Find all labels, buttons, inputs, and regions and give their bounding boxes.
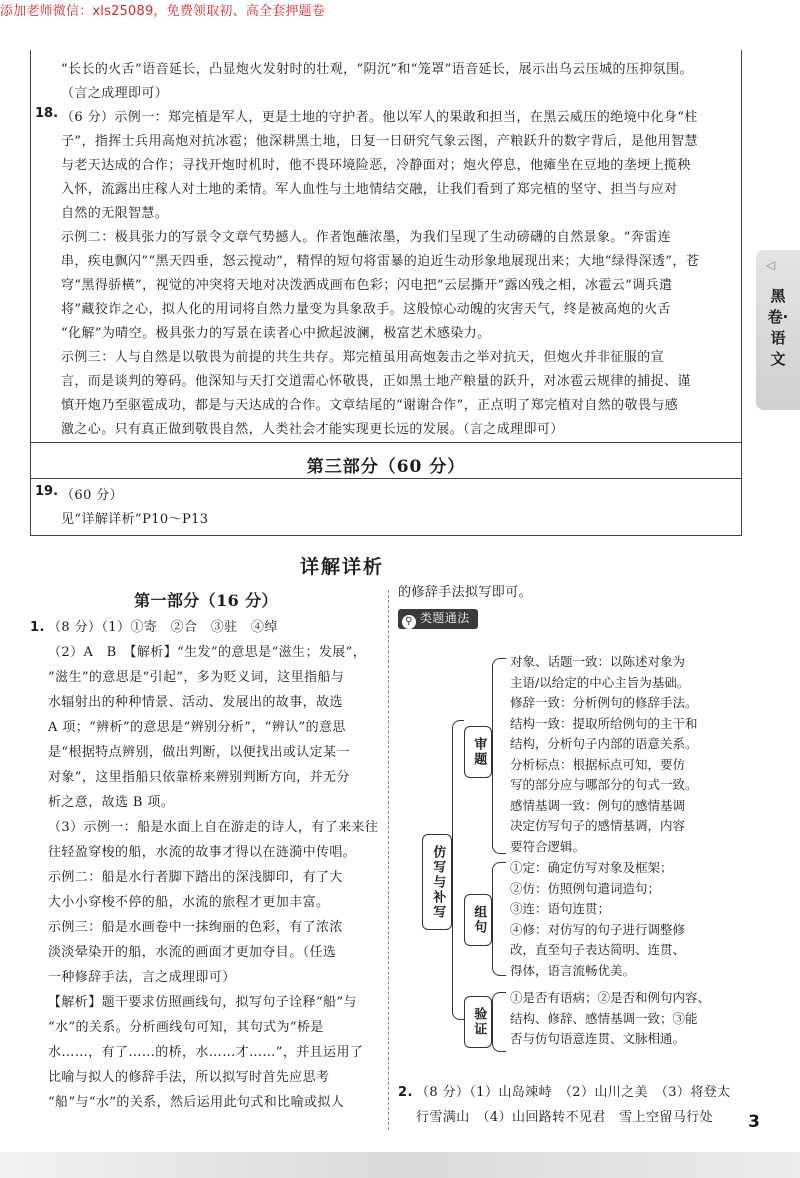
part3-title: 第三部分（60 分） bbox=[306, 457, 466, 477]
text-line: 结构一致：提取所给例句的主干和 bbox=[510, 715, 698, 731]
text-line: 水辐射出的种种情景、活动、发展出的故事，故选 bbox=[48, 695, 343, 710]
mindmap-bracket bbox=[492, 992, 506, 1052]
q1-continued: 的修辞手法拟写即可。 bbox=[398, 585, 533, 600]
text-line: 淡淡晕染开的船，水流的画面才更加夺目。（任选 bbox=[48, 945, 337, 960]
mindmap-bracket bbox=[492, 658, 506, 854]
text-line: 水……，有了……的桥，水……才……”，并且运用了 bbox=[48, 1045, 364, 1060]
section-divider bbox=[31, 478, 741, 479]
method-badge-label: 类题通法 bbox=[420, 611, 470, 625]
text-line: 决定仿写句子的感情基调，内容 bbox=[510, 818, 686, 833]
q1-answer bbox=[30, 615, 382, 1115]
q19-answer bbox=[61, 484, 733, 532]
mindmap-bracket bbox=[452, 720, 464, 1020]
q17-tail bbox=[61, 58, 733, 106]
section-divider bbox=[31, 442, 741, 443]
text-line: 穹“黑得骄横”，视觉的冲突将天地对决泼洒成画布色彩；闪电把“云层撕开”露凶残之相，冰雹云“调兵遣 bbox=[61, 278, 673, 293]
mindmap-shenti-points bbox=[510, 652, 755, 857]
text-line: 否与仿句语意连贯、文脉相通。 bbox=[510, 1031, 686, 1046]
text-line: 见“详解详析”P10～P13 bbox=[61, 512, 209, 527]
text-line: 比喻与拟人的修辞手法，所以拟写时首先应思考 bbox=[48, 1070, 330, 1085]
text-line: 示例三：船是水画卷中一抹绚丽的色彩，有了浓浓 bbox=[48, 920, 343, 935]
text-line: “滋生”的意思是“引起”，多为贬义词，这里指船与 bbox=[48, 670, 345, 685]
part1-title: 第一部分（16 分） bbox=[134, 591, 278, 610]
text-line: 言，而是谈判的筹码。他深知与天打交道需心怀敬畏，正如黑土地产粮量的跃升，对冰雹云规律的捕捉、谨 bbox=[61, 374, 691, 389]
text-line: 往轻盈穿梭的船，水流的故事才得以在涟漪中传唱。 bbox=[48, 845, 357, 860]
bottom-band bbox=[0, 1152, 800, 1178]
text-line: 写的部分应与哪部分的句式一致。 bbox=[510, 777, 698, 792]
chevron-left-icon: ◁ bbox=[766, 258, 776, 272]
text-line: ③连：语句连贯； bbox=[510, 901, 611, 916]
text-line: 示例二：极具张力的写景令文章气势撼人。作者饱蘸浓墨，为我们呈现了生动磅礴的自然景象。“奔雷连 bbox=[61, 230, 672, 245]
text-line: 是“根据特点辨别，做出判断，以便找出或认定某一 bbox=[48, 745, 350, 760]
key-icon: ⚲ bbox=[402, 615, 416, 629]
text-line: 要符合逻辑。 bbox=[510, 838, 586, 854]
text-line: （60 分） bbox=[61, 488, 124, 503]
text-line: （2）A B 【解析】“生发”的意思是“滋生；发展”， bbox=[48, 645, 367, 660]
text-line: 【解析】题干要求仿照画线句，拟写句子诠释“船”与 bbox=[48, 995, 357, 1010]
text-line: “船”与“水”的关系，然后运用此句式和比喻或拟人 bbox=[48, 1095, 345, 1110]
text-line: （8 分）（1）①寄 ②合 ③驻 ④绰 bbox=[48, 620, 278, 635]
text-line: 改，直至句子表达简明、连贯、 bbox=[510, 942, 686, 957]
text-line: 串，疾电飘闪”“黑天四垂，怒云搅动”，精悍的短句将雷暴的迫近生动形象地展现出来；大地“绿得深透”，苍 bbox=[61, 254, 700, 269]
text-line: 与老天达成的合作；寻找开炮时机时，他不畏环境险恶，冷静面对；炮火停息，他瘫坐在豆地的垄埂上揽秧 bbox=[61, 158, 691, 173]
text-line: （6 分）示例一：郑完植是军人，更是土地的守护者。他以军人的果敢和担当，在黑云威压的绝境中化身“柱 bbox=[61, 110, 698, 125]
text-line: ①是否有语病；②是否和例句内容、 bbox=[510, 990, 711, 1005]
text-line: （8 分）（1）山岛竦峙 （2）山川之美 （3）将登太 bbox=[416, 1085, 731, 1100]
text-line: （言之成理即可） bbox=[61, 86, 169, 101]
mindmap-branch-zuju: 组句 bbox=[464, 894, 492, 946]
text-line: 得体，语言流畅优美。 bbox=[510, 962, 636, 978]
page-title: 详解详析 bbox=[300, 556, 385, 578]
method-badge bbox=[398, 609, 478, 629]
text-line: ①定：确定仿写对象及框架； bbox=[510, 860, 673, 875]
q2-number: 2. bbox=[398, 1085, 413, 1100]
q19-number: 19. bbox=[35, 484, 59, 499]
mindmap-branch-shenti: 审题 bbox=[464, 726, 492, 778]
text-line: 子”，指挥士兵用高炮对抗冰雹；他深耕黑土地，日复一日研究气象云图，产粮跃升的数字背后，是他用智慧 bbox=[61, 134, 698, 149]
text-line: 激之心。只有真正做到敬畏自然，人类社会才能实现更长远的发展。（言之成理即可） bbox=[61, 422, 564, 437]
text-line: （3）示例一：船是水面上自在游走的诗人，有了来来往 bbox=[48, 820, 379, 835]
text-line: 入怀，流露出庄稼人对土地的柔情。军人血性与土地情结交融，让我们看到了郑完植的坚守、担当与应对 bbox=[61, 182, 678, 197]
mindmap-zuju-points bbox=[510, 858, 755, 981]
text-line: 将”藏狡诈之心，拟人化的用词将自然力量变为具象敌手。这般惊心动魄的灾害天气，终是被高炮的火舌 bbox=[61, 302, 672, 317]
q18-number: 18. bbox=[35, 106, 59, 121]
side-tab-label: 黑卷·语文 bbox=[767, 287, 789, 368]
text-line: “长长的火舌”语音延长，凸显炮火发射时的壮观，“阴沉”和“笼罩”语音延长，展示出乌云压城的压抑氛围。 bbox=[61, 62, 693, 77]
text-line: 结构、修辞、感情基调一致；③能 bbox=[510, 1010, 698, 1026]
text-line: 一种修辞手法，言之成理即可） bbox=[48, 970, 236, 985]
right-column bbox=[398, 580, 770, 631]
text-line: 示例三：人与自然是以敬畏为前提的共生共存。郑完植虽用高炮轰击之举对抗天，但炮火并非征服的宣 bbox=[61, 350, 665, 365]
q18-answer bbox=[61, 106, 733, 442]
q1-number: 1. bbox=[30, 620, 45, 635]
text-line: 主语/以给定的中心主旨为基础。 bbox=[510, 674, 690, 690]
text-line: “化解”为晴空。极具张力的写景在读者心中掀起波澜，极富艺术感染力。 bbox=[61, 326, 491, 341]
text-line: 修辞一致：分析例句的修辞手法。 bbox=[510, 695, 698, 710]
text-line: 示例二：船是水行者脚下踏出的深浅脚印，有了大 bbox=[48, 870, 343, 885]
mindmap-branch-yanzheng: 验证 bbox=[464, 996, 492, 1048]
mindmap bbox=[398, 648, 758, 1072]
text-line: 对象”，这里指船只依靠桥来辨别判断方向，并无分 bbox=[48, 770, 350, 785]
text-line: 感情基调一致：例句的感情基调 bbox=[510, 797, 686, 813]
left-column bbox=[30, 588, 382, 1115]
answer-box bbox=[30, 50, 742, 536]
side-tab[interactable] bbox=[756, 250, 800, 410]
mindmap-bracket bbox=[492, 862, 506, 976]
text-line: 分析标点：根据标点可知，要仿 bbox=[510, 756, 686, 772]
text-line: 慎开炮乃至驱雹成功，都是与天达成的合作。文章结尾的“谢谢合作”，正点明了郑完植对自然的敬畏与感 bbox=[61, 398, 679, 413]
header-note: 添加老师微信：xls25089，免费领取初、高全套押题卷 bbox=[0, 4, 326, 19]
text-line: “水”的关系。分析画线句可知，其句式为“桥是 bbox=[48, 1020, 324, 1035]
mindmap-root: 仿写与补写 bbox=[422, 834, 452, 930]
q2-item bbox=[398, 1080, 770, 1130]
text-line: 结构，分析句子内部的语意关系。 bbox=[510, 736, 698, 751]
text-line: 行雪满山 （4）山回路转不见君 雪上空留马行处 bbox=[416, 1110, 713, 1125]
text-line: 大小小穿梭不停的船，水流的旅程才更加丰富。 bbox=[48, 895, 330, 910]
text-line: A 项；“辨析”的意思是“辨别分析”，“辨认”的意思 bbox=[48, 720, 346, 735]
mindmap-yanzheng-points bbox=[510, 988, 755, 1050]
q2-answer bbox=[398, 1080, 770, 1130]
page-number: 3 bbox=[748, 1112, 760, 1132]
text-line: 对象、话题一致：以陈述对象为 bbox=[510, 654, 686, 669]
text-line: 自然的无限智慧。 bbox=[61, 206, 169, 221]
text-line: ②仿：仿照例句遣词造句； bbox=[510, 880, 661, 896]
text-line: 析之意，故选 B 项。 bbox=[48, 795, 175, 810]
text-line: ④修：对仿写的句子进行调整修 bbox=[510, 921, 686, 937]
column-divider bbox=[388, 590, 389, 1130]
